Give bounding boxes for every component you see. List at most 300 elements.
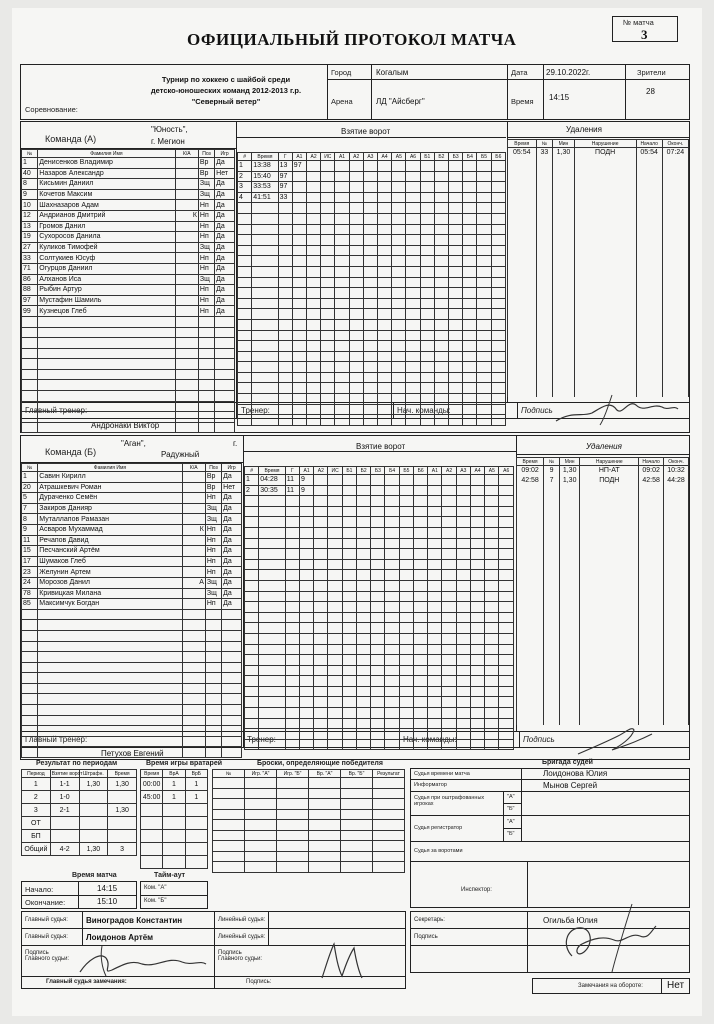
penalty-no — [544, 543, 560, 553]
roster-no — [22, 391, 38, 402]
goal-time — [259, 665, 285, 676]
date: 29.10.2022г. — [546, 68, 591, 77]
period-time — [108, 791, 137, 804]
shootout-header: № — [213, 770, 245, 778]
goal-row — [245, 708, 514, 719]
goal-a2 — [314, 739, 328, 750]
goal-cell — [385, 475, 399, 486]
goal-cell — [328, 739, 342, 750]
goal-g — [285, 686, 299, 697]
period-row — [22, 830, 137, 843]
goal-cell — [420, 266, 434, 277]
goal-cell — [491, 266, 505, 277]
penalty-no — [536, 234, 553, 244]
roster-row — [22, 369, 235, 380]
goal-g — [285, 527, 299, 538]
roster-pos: Зщ — [205, 577, 221, 588]
match-start: 14:15 — [97, 884, 118, 893]
roster-name — [38, 348, 175, 359]
goal-row — [245, 538, 514, 549]
goal-a1 — [292, 235, 306, 246]
period-pen — [79, 830, 108, 843]
goal-cell — [449, 383, 463, 394]
goal-cell — [420, 224, 434, 235]
goal-cell — [378, 319, 392, 330]
roster-play: Да — [215, 210, 235, 221]
roster-pos — [198, 338, 214, 349]
goal-n — [245, 633, 259, 644]
goal-time — [252, 224, 278, 235]
penalty-foul — [574, 282, 636, 292]
goal-cell — [321, 383, 335, 394]
goal-time — [259, 686, 285, 697]
goal-cell — [385, 686, 399, 697]
goal-a1 — [299, 570, 313, 581]
shootout-cell — [309, 830, 341, 841]
goal-n — [238, 330, 252, 341]
goal-cell — [349, 192, 363, 203]
penalty-no — [536, 359, 553, 369]
shootout-cell — [245, 841, 277, 852]
goal-cell — [442, 644, 456, 655]
goal-cell — [485, 633, 499, 644]
goal-cell — [349, 383, 363, 394]
goal-a1 — [292, 319, 306, 330]
goal-cell — [392, 245, 406, 256]
roster-play: Да — [215, 274, 235, 285]
goalie-b — [185, 830, 207, 843]
roster-row — [22, 401, 235, 412]
goal-cell — [378, 362, 392, 373]
penalty-time — [508, 263, 537, 273]
shootout-cell — [245, 809, 277, 820]
roster-name: Закиров Данияр — [38, 503, 182, 514]
roster-pos: Зщ — [198, 242, 214, 253]
penalty-start — [639, 514, 664, 524]
goal-cell — [406, 298, 420, 309]
penalty-no — [536, 263, 553, 273]
goalie-row — [141, 778, 208, 791]
penalty-row — [517, 562, 689, 572]
penalty-min — [553, 321, 574, 331]
goal-row — [245, 475, 514, 486]
penalty-no — [536, 282, 553, 292]
goalie-time-title: Время игры вратарей — [146, 760, 223, 767]
goal-a1 — [299, 697, 313, 708]
penalty-foul — [580, 504, 639, 514]
roster-ka — [182, 662, 205, 673]
roster-pos — [198, 401, 214, 412]
penalty-time: 05:54 — [508, 148, 537, 158]
goal-cell — [477, 213, 491, 224]
goal-cell — [499, 538, 514, 549]
goal-cell — [328, 602, 342, 613]
penalty-no — [544, 620, 560, 630]
goal-cell — [477, 383, 491, 394]
goal-cell — [363, 224, 377, 235]
arena-label: Арена — [331, 97, 353, 106]
penalty-min — [559, 667, 579, 677]
roster-no — [22, 412, 38, 423]
goal-cell — [342, 506, 356, 517]
penalty-no — [536, 302, 553, 312]
roster-row — [22, 630, 242, 641]
goal-cell — [428, 517, 442, 528]
goal-cell — [499, 527, 514, 538]
goal-cell — [356, 527, 370, 538]
roster-pos — [205, 673, 221, 684]
penalty-row — [517, 524, 689, 534]
roster-name — [38, 630, 182, 641]
roster-pos — [205, 662, 221, 673]
penalty-header: Мин — [559, 458, 579, 466]
penalty-row — [517, 658, 689, 668]
penalty-end — [664, 715, 689, 725]
goal-row — [245, 580, 514, 591]
goal-cell — [491, 394, 505, 405]
roster-no — [22, 609, 38, 620]
main-ref2-label: Главный судья: — [25, 934, 68, 940]
roster-no: 24 — [22, 577, 38, 588]
penalty-no — [536, 321, 553, 331]
goal-cell — [406, 288, 420, 299]
remarks-label: Главный судья замечания: — [46, 979, 127, 985]
goal-n — [245, 527, 259, 538]
goal-cell — [485, 686, 499, 697]
goal-cell — [321, 277, 335, 288]
penalty-time — [508, 244, 537, 254]
goal-cell — [477, 330, 491, 341]
penalty-foul: ПОДН — [574, 148, 636, 158]
goal-cell — [470, 527, 484, 538]
roster-row — [22, 535, 242, 546]
goal-cell — [349, 341, 363, 352]
goal-cell — [342, 570, 356, 581]
penalty-end — [662, 359, 688, 369]
goal-cell — [363, 362, 377, 373]
goal-cell — [470, 559, 484, 570]
goal-cell — [378, 351, 392, 362]
goal-row — [238, 277, 506, 288]
penalty-time — [517, 639, 544, 649]
penalty-min — [559, 581, 579, 591]
goal-cell — [477, 171, 491, 182]
goal-cell — [321, 213, 335, 224]
goal-cell — [470, 697, 484, 708]
goal-cell — [321, 330, 335, 341]
goal-cell — [456, 612, 470, 623]
goal-cell — [406, 171, 420, 182]
penalty-end — [662, 196, 688, 206]
period-p: 1 — [22, 778, 51, 791]
goal-cell — [349, 319, 363, 330]
penalty-foul — [580, 677, 639, 687]
goal-time — [259, 580, 285, 591]
goal-time — [252, 298, 278, 309]
goal-time — [259, 602, 285, 613]
penalty-start — [639, 677, 664, 687]
penalty-foul — [574, 158, 636, 168]
penalty-row — [517, 543, 689, 553]
roster-row — [22, 705, 242, 716]
roster-ka — [175, 316, 198, 327]
goal-cell — [420, 404, 434, 415]
goal-cell — [463, 309, 477, 320]
team-b-penalties-table — [516, 457, 689, 725]
penalty-no — [536, 378, 553, 388]
penalty-no — [544, 629, 560, 639]
penalty-foul — [574, 378, 636, 388]
goal-n — [238, 235, 252, 246]
penalty-min — [553, 158, 574, 168]
goal-cell — [456, 655, 470, 666]
penalty-row — [508, 254, 689, 264]
penalty-no — [544, 485, 560, 495]
roster-play: Да — [222, 535, 242, 546]
goal-g — [285, 739, 299, 750]
penalty-end — [664, 687, 689, 697]
goal-row — [245, 527, 514, 538]
roster-pos — [198, 359, 214, 370]
penalty-min — [553, 302, 574, 312]
notes-box — [532, 978, 690, 994]
goal-a1 — [299, 527, 313, 538]
shootout-cell — [277, 830, 309, 841]
roster-play: Да — [222, 503, 242, 514]
roster-name: Муталлапов Рамазан — [38, 514, 182, 525]
goal-cell — [378, 161, 392, 172]
roster-ka — [182, 482, 205, 493]
goal-g — [285, 517, 299, 528]
roster-row — [22, 327, 235, 338]
penalty-min — [553, 311, 574, 321]
goal-cell — [363, 383, 377, 394]
goal-cell — [342, 718, 356, 729]
periods-header: Штрафн. — [79, 770, 108, 778]
goal-cell — [428, 506, 442, 517]
goal-cell — [363, 192, 377, 203]
roster-name — [38, 662, 182, 673]
goal-cell — [321, 415, 335, 426]
penalty-min — [553, 263, 574, 273]
penalty-foul — [574, 196, 636, 206]
goal-n — [238, 245, 252, 256]
penalty-no — [544, 504, 560, 514]
penalty-foul — [574, 321, 636, 331]
goal-cell — [399, 729, 413, 740]
goal-a2 — [314, 686, 328, 697]
roster-no: 20 — [22, 482, 38, 493]
goal-g — [278, 362, 292, 373]
goal-g — [285, 591, 299, 602]
penalty-time — [508, 167, 537, 177]
penalty-no: 33 — [536, 148, 553, 158]
goal-cell — [335, 182, 349, 193]
goal-a2 — [314, 612, 328, 623]
goal-cell — [449, 161, 463, 172]
goal-cell — [321, 341, 335, 352]
roster-play: Нет — [222, 482, 242, 493]
goal-cell — [434, 383, 448, 394]
goal-row — [238, 203, 506, 214]
goal-a2 — [307, 256, 321, 267]
goal-cell — [428, 623, 442, 634]
goal-cell — [385, 570, 399, 581]
penalty-time — [508, 186, 537, 196]
goal-cell — [485, 570, 499, 581]
roster-play: Да — [222, 588, 242, 599]
goal-cell — [442, 718, 456, 729]
goal-row — [245, 602, 514, 613]
goal-cell — [442, 708, 456, 719]
penalty-min — [559, 639, 579, 649]
roster-pos: Нп — [198, 306, 214, 317]
penalty-no — [536, 206, 553, 216]
penalty-foul — [580, 581, 639, 591]
goal-cell — [442, 612, 456, 623]
roster-no — [22, 726, 38, 737]
penalty-min — [559, 696, 579, 706]
penalty-row — [508, 234, 689, 244]
goal-cell — [470, 591, 484, 602]
goal-cell — [399, 570, 413, 581]
goal-cell — [349, 203, 363, 214]
team-a-signature — [552, 393, 682, 428]
penalty-foul — [580, 639, 639, 649]
penalty-end — [664, 696, 689, 706]
goal-cell — [477, 224, 491, 235]
penalty-min — [559, 591, 579, 601]
goal-n — [245, 517, 259, 528]
penalty-time — [517, 610, 544, 620]
roster-ka — [182, 726, 205, 737]
goal-cell — [385, 506, 399, 517]
penalty-start — [639, 629, 664, 639]
roster-play: Да — [215, 295, 235, 306]
goal-cell — [491, 182, 505, 193]
goal-cell — [470, 686, 484, 697]
goal-cell — [463, 213, 477, 224]
penalty-row — [508, 349, 689, 359]
main-ref: Виноградов Константин — [86, 916, 183, 925]
goal-cell — [378, 235, 392, 246]
goal-a2 — [307, 372, 321, 383]
goal-cell — [335, 404, 349, 415]
goal-cell — [356, 506, 370, 517]
penalty-min — [559, 610, 579, 620]
goal-cell — [321, 235, 335, 246]
goal-cell — [456, 591, 470, 602]
goal-time — [252, 372, 278, 383]
goal-cell — [392, 256, 406, 267]
penalty-end: 10:32 — [664, 466, 689, 476]
goal-cell — [363, 245, 377, 256]
goal-cell — [470, 475, 484, 486]
goal-a1 — [292, 171, 306, 182]
match-number: 3 — [641, 27, 648, 42]
goal-cell — [321, 171, 335, 182]
main-ref-label: Главный судья: — [25, 917, 68, 923]
goal-cell — [463, 182, 477, 193]
goal-row — [245, 612, 514, 623]
goal-a2 — [307, 319, 321, 330]
goal-time — [259, 729, 285, 740]
goal-cell — [356, 591, 370, 602]
roster-play — [222, 609, 242, 620]
goal-cell — [406, 235, 420, 246]
goal-time — [252, 309, 278, 320]
shootout-cell — [341, 788, 373, 799]
goal-cell — [399, 506, 413, 517]
roster-no — [22, 359, 38, 370]
period-row — [22, 778, 137, 791]
goalie-a — [163, 804, 185, 817]
goal-cell — [413, 580, 427, 591]
goal-cell — [477, 235, 491, 246]
goalie-time — [141, 856, 163, 869]
secretary: Огильба Юлия — [543, 916, 598, 925]
penalty-end — [662, 311, 688, 321]
penalty-end — [664, 552, 689, 562]
goal-a2 — [314, 591, 328, 602]
secretary-signature — [552, 896, 662, 976]
goal-cell — [342, 676, 356, 687]
goal-cell — [335, 213, 349, 224]
goal-cell — [399, 676, 413, 687]
roster-no: 10 — [22, 200, 38, 211]
penalty-foul — [580, 552, 639, 562]
goal-cell — [328, 485, 342, 496]
goals-header: Б6 — [413, 467, 427, 475]
goal-cell — [477, 192, 491, 203]
goal-cell — [321, 319, 335, 330]
goal-cell — [477, 161, 491, 172]
goals-header: А2 — [314, 467, 328, 475]
shootout-cell — [245, 788, 277, 799]
penalty-time — [517, 648, 544, 658]
goal-cell — [399, 549, 413, 560]
goal-cell — [420, 161, 434, 172]
roster-no — [22, 380, 38, 391]
roster-ka — [182, 588, 205, 599]
goal-row — [245, 485, 514, 496]
roster-pos: Зщ — [205, 514, 221, 525]
goal-cell — [499, 602, 514, 613]
roster-no — [22, 736, 38, 747]
goal-cell — [442, 602, 456, 613]
goal-cell — [449, 266, 463, 277]
penalty-row — [508, 215, 689, 225]
penalty-time — [508, 311, 537, 321]
shootout-row — [213, 788, 405, 799]
penalty-time — [517, 629, 544, 639]
goal-cell — [356, 580, 370, 591]
goal-a1 — [299, 549, 313, 560]
penalty-end — [664, 562, 689, 572]
goal-cell — [363, 235, 377, 246]
goal-time — [259, 739, 285, 750]
goal-cell — [449, 213, 463, 224]
goal-n — [245, 676, 259, 687]
penalty-start — [636, 369, 662, 379]
team-a-penalties-table — [507, 139, 689, 397]
goal-cell — [328, 559, 342, 570]
penalty-row — [508, 369, 689, 379]
penalty-time: 09:02 — [517, 466, 544, 476]
penalty-row — [517, 706, 689, 716]
goal-cell — [477, 182, 491, 193]
roster-name — [38, 338, 175, 349]
